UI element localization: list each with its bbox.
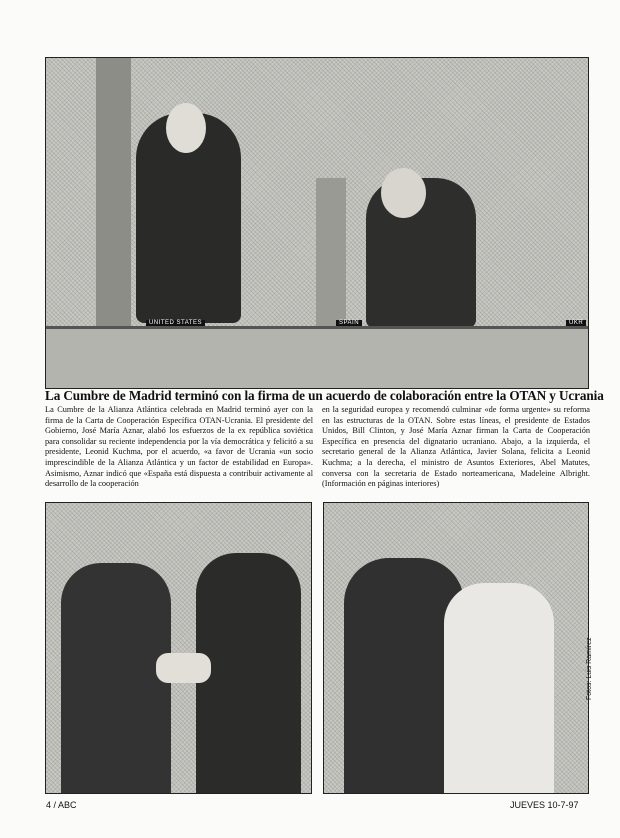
nameplate-ukraine: UKR: [566, 320, 586, 326]
bottom-right-photo: [323, 502, 589, 794]
article-column-right: en la seguridad europea y recomendó culminar «de forma urgente» su reforma en las estructuras de la OTAN. Sobre estas líneas, el presidente de Estados Unidos, Bill Clinton, y José María Aznar firman la Carta de Cooperación Específica en presencia del dignatario ucraniano. Abajo, a la izquierda, el secretario general de la Alianza Atlántica, Javier Solana, felicita a Leonid Kuchma; a la derecha, el ministro de Asuntos Exteriores, Abel Matutes, conversa con la secretaria de Estado norteamericana, Madeleine Albright. (Información en páginas interiores): [322, 405, 590, 489]
nameplate-spain: SPAIN: [336, 320, 362, 326]
headline: La Cumbre de Madrid terminó con la firma de un acuerdo de colaboración entre la OTAN y Ucrania: [45, 388, 604, 403]
page-number: 4 / ABC: [46, 800, 77, 810]
photo-credit: Fotos: Luis Ramírez: [586, 637, 593, 700]
figure-left-head: [166, 103, 206, 153]
table: [46, 326, 588, 389]
flag-center: [316, 178, 346, 328]
article-column-left: La Cumbre de la Alianza Atlántica celebrada en Madrid terminó ayer con la firma de la Carta de Cooperación Específica OTAN-Ucrania. El presidente del Gobierno, José María Aznar, alabó los esfuerzos de la ex república soviética para consolidar su reciente independencia por la vía democrática y felicitó a su presidente, Leonid Kuchma, por el acuerdo, «a favor de Ucrania «un socio imprescindible de la Alianza Atlántica y un factor de estabilidad en Europa». Asimismo, Aznar indicó que «España está dispuesta a contribuir activamente al desarrollo de la cooperación: [45, 405, 313, 489]
flag-left: [96, 58, 131, 328]
handshake: [156, 653, 211, 683]
figure-albright: [444, 583, 554, 793]
figure-kuchma: [196, 553, 301, 793]
figure-solana: [61, 563, 171, 793]
bottom-left-photo: [45, 502, 312, 794]
nameplate-united-states: UNITED STATES: [146, 320, 205, 326]
figure-right-head: [381, 168, 426, 218]
top-photo: [45, 57, 589, 389]
page-date: JUEVES 10-7-97: [510, 800, 579, 810]
